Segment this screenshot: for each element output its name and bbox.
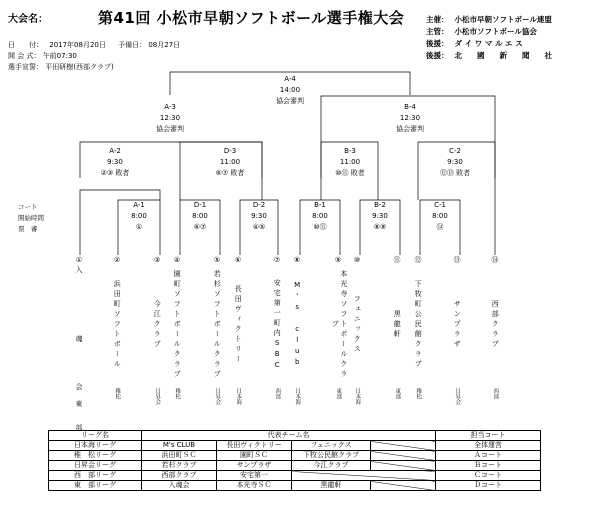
team-name: 西部クラブ	[491, 300, 500, 351]
team-14	[488, 256, 502, 399]
match-note: 協会審判	[156, 125, 184, 133]
org-role: 主管：	[426, 27, 449, 36]
league-name: 西 部リーグ	[49, 471, 142, 481]
court-cell: Ｄコート	[436, 481, 541, 491]
league-name: 稚 松リーグ	[49, 451, 142, 461]
reserve-label: 予備日：	[118, 41, 147, 49]
match-name: C-1	[434, 201, 446, 209]
team-number: ④	[173, 256, 181, 264]
table-row	[49, 441, 541, 451]
team-league: 西部	[492, 388, 499, 400]
team-cell: 下牧公民館クラブ	[292, 451, 371, 461]
match-time: 9:30	[251, 212, 267, 220]
team-1	[72, 256, 86, 432]
team-12	[411, 256, 425, 399]
match-d2	[239, 200, 279, 233]
row-label-umpire: 票 審	[18, 225, 38, 233]
team-cell: サンプラザ	[217, 461, 292, 471]
match-note: 協会審判	[276, 97, 304, 105]
table-header-row	[49, 431, 541, 441]
match-note: ⑭	[436, 223, 444, 231]
match-name: A-2	[109, 147, 121, 155]
header-teams: 代表チーム名	[142, 431, 436, 441]
team-6	[231, 256, 245, 405]
team-11	[390, 256, 404, 399]
match-time: 11:00	[219, 158, 241, 166]
court-cell: Ａコート	[436, 451, 541, 461]
team-5	[210, 256, 224, 405]
team-league: 東部	[335, 388, 342, 400]
team-name: M's club	[293, 281, 302, 370]
match-name: A-3	[164, 103, 176, 111]
empty-cell	[292, 471, 436, 481]
team-number: ①	[75, 256, 83, 264]
team-cell: 西部クラブ	[142, 471, 217, 481]
oath-value: 平田研樹(西部クラブ)	[45, 63, 114, 71]
row-label-court: コート	[18, 203, 38, 211]
team-number: ⑦	[273, 256, 281, 264]
org-name: 小松市早朝ソフトボール連盟	[454, 15, 552, 24]
row-label-start: 開始時間	[18, 214, 44, 222]
team-league: 日本海	[354, 388, 361, 405]
date-label: 日 付：	[8, 41, 43, 49]
team-cell: M's CLUB	[142, 441, 217, 451]
org-name: ダ イ ワ マ ル エ ス	[454, 39, 523, 48]
team-4	[170, 256, 184, 399]
match-time: 8:00	[432, 212, 448, 220]
team-char: 魂	[75, 334, 83, 343]
team-league: 東部	[394, 388, 401, 400]
team-number: ⑭	[491, 256, 499, 264]
team-13	[450, 256, 464, 405]
match-time: 8:00	[131, 212, 147, 220]
table-row	[49, 471, 541, 481]
ceremony-value: 午前07:30	[42, 52, 77, 60]
team-cell: 浜田町ＳＣ	[142, 451, 217, 461]
match-note: 協会審判	[396, 125, 424, 133]
team-name: 若杉ソフトボールクラブ	[213, 270, 222, 381]
org-name: 北 國 新 聞 社	[454, 51, 552, 60]
team-name: 黒龍軒	[393, 310, 402, 341]
team-league: 稚松	[415, 388, 422, 400]
match-time: 12:30	[399, 114, 421, 122]
empty-cell	[371, 481, 436, 491]
match-note: ⑥⑦ 敗者	[215, 169, 245, 177]
team-cell: フェニックス	[292, 441, 371, 451]
team-number: ⑨	[334, 256, 342, 264]
team-number: ⑪	[393, 256, 401, 264]
match-time: 9:30	[447, 158, 463, 166]
team-cell: 安宅第一	[217, 471, 292, 481]
match-note: ⑧⑨	[373, 223, 387, 231]
team-8	[290, 256, 304, 405]
match-name: B-4	[404, 103, 416, 111]
table-row	[49, 481, 541, 491]
match-name: C-2	[449, 147, 461, 155]
team-9	[331, 256, 348, 400]
league-name: 日本海リーグ	[49, 441, 142, 451]
team-name: 下牧町公民館クラブ	[414, 280, 423, 371]
match-time: 12:30	[159, 114, 181, 122]
match-name: D-1	[193, 201, 207, 209]
match-time: 9:30	[372, 212, 388, 220]
match-note: ⑩⑪ 敗者	[335, 169, 365, 177]
team-cell: 若杉クラブ	[142, 461, 217, 471]
team-cell: 入魂会	[142, 481, 217, 491]
org-role: 後援：	[426, 51, 449, 60]
org-role: 主催：	[426, 15, 449, 24]
court-cell: Ｂコート	[436, 461, 541, 471]
team-name: フェニックス	[353, 295, 362, 356]
team-number: ②	[113, 256, 121, 264]
team-char: 入	[75, 266, 83, 275]
league-name: 日昇会リーグ	[49, 461, 142, 471]
event-label: 大会名：	[8, 14, 48, 25]
team-2	[110, 256, 124, 399]
court-cell: 全体運営	[436, 441, 541, 451]
team-3	[150, 256, 164, 405]
team-name: サンプラザ	[453, 300, 462, 351]
team-7	[270, 256, 284, 399]
league-name: 東 部リーグ	[49, 481, 142, 491]
match-d1	[180, 200, 220, 233]
team-cell: 園町ＳＣ	[217, 451, 292, 461]
team-number: ⑬	[453, 256, 461, 264]
match-note: ⑩⑪	[313, 223, 327, 231]
empty-cell	[371, 451, 436, 461]
match-a4	[260, 74, 320, 107]
ceremony-label: 開 会 式：	[8, 52, 41, 60]
team-cell: 今江クラブ	[292, 461, 371, 471]
reserve-value: 08月27日	[148, 41, 181, 49]
team-name: 浜田町ソフトボール	[113, 280, 122, 371]
match-b3	[320, 146, 380, 179]
match-time: 11:00	[339, 158, 361, 166]
team-name: 今江クラブ	[153, 300, 162, 351]
header-court: 担当コート	[436, 431, 541, 441]
team-name: 長田ヴィクトリー	[234, 285, 243, 366]
match-time: 14:00	[279, 86, 301, 94]
match-note: ④⑤	[252, 223, 266, 231]
team-league: 日昇会	[154, 388, 161, 405]
date-value: 2017年08月20日	[49, 41, 106, 49]
court-cell: Ｃコート	[436, 471, 541, 481]
event-title: 第41回 小松市早朝ソフトボール選手権大会	[98, 9, 405, 27]
oath-label: 選手宣誓：	[8, 63, 43, 71]
match-c1	[420, 200, 460, 233]
match-name: A-4	[284, 75, 296, 83]
team-number: ⑩	[353, 256, 361, 264]
match-a1	[119, 200, 159, 233]
team-number: ③	[153, 256, 161, 264]
team-league: 西部	[274, 388, 281, 400]
match-note: ⑫⑬ 敗者	[439, 169, 471, 177]
match-d3	[200, 146, 260, 179]
match-name: B-3	[344, 147, 356, 155]
match-name: B-2	[374, 201, 386, 209]
team-number: ⑥	[234, 256, 242, 264]
match-b4	[380, 102, 440, 135]
team-10	[350, 256, 364, 405]
empty-cell	[371, 461, 436, 471]
team-number: ⑫	[414, 256, 422, 264]
team-name: 園町ソフトボールクラブ	[173, 270, 182, 381]
table-row	[49, 461, 541, 471]
team-cell: 長田ヴィクトリー	[217, 441, 292, 451]
match-note: ⑥⑦	[193, 223, 207, 231]
match-c2	[425, 146, 485, 179]
empty-cell	[371, 441, 436, 451]
match-time: 9:30	[107, 158, 123, 166]
match-a3	[140, 102, 200, 135]
match-name: D-2	[252, 201, 266, 209]
match-a2	[85, 146, 145, 179]
team-char: 東	[75, 399, 83, 408]
team-cell: 本光寺ＳＣ	[217, 481, 292, 491]
match-b2	[360, 200, 400, 233]
team-name: 本光寺ソフトボールクラブ	[331, 270, 348, 381]
match-b1	[300, 200, 340, 233]
team-league: 日本海	[294, 388, 301, 405]
match-time: 8:00	[192, 212, 208, 220]
team-league: 稚松	[174, 388, 181, 400]
match-name: D-3	[223, 147, 237, 155]
match-time: 8:00	[312, 212, 328, 220]
team-number: ⑤	[213, 256, 221, 264]
team-league: 日昇会	[214, 388, 221, 405]
org-role: 後援：	[426, 39, 449, 48]
table-row	[49, 451, 541, 461]
match-name: A-1	[133, 201, 145, 209]
team-number: ⑧	[293, 256, 301, 264]
team-char: 会	[75, 383, 83, 392]
team-cell: 黒龍軒	[292, 481, 371, 491]
team-league: 日本海	[235, 388, 242, 405]
team-name: 安宅第一町内SBC	[273, 278, 282, 372]
team-league: 稚松	[114, 388, 121, 400]
league-table	[48, 430, 541, 491]
match-note: ②③ 敗者	[100, 169, 130, 177]
team-league: 日昇会	[454, 388, 461, 405]
team-char: 部	[75, 424, 83, 433]
match-name: B-1	[314, 201, 326, 209]
match-note: ①	[135, 223, 143, 231]
header-league: リーグ名	[49, 431, 142, 441]
org-name: 小松市ソフトボール協会	[454, 27, 537, 36]
